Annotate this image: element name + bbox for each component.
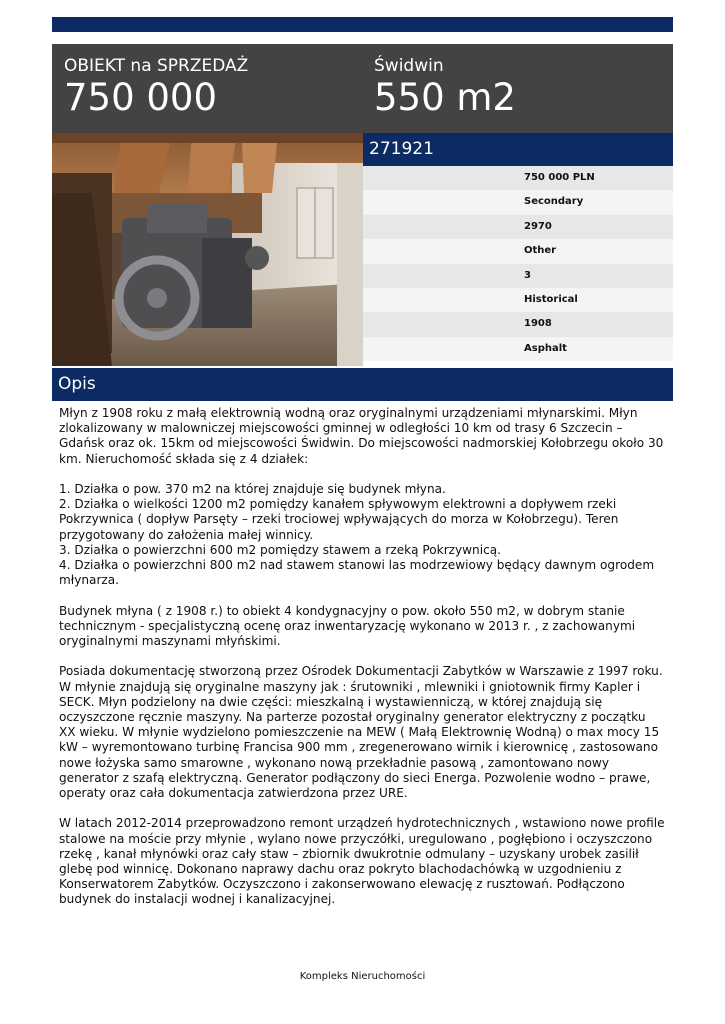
listing-header <box>52 44 673 133</box>
description-paragraph: Budynek młyna ( z 1908 r.) to obiekt 4 kondygnacyjny o pow. około 550 m2, w dobrym stanie technicznym - specjalistyczną ocenę oraz inwentaryzację wykonano w 2013 r. , z zachowanymi oryginalnymi maszynami młyńskimi. <box>59 603 636 649</box>
mill-interior-image <box>52 133 363 366</box>
paragraph-gap <box>59 801 665 816</box>
details-table <box>363 166 673 361</box>
city: Świdwin <box>374 56 444 76</box>
detail-type: Other <box>363 239 673 263</box>
header-left <box>64 56 248 120</box>
description-paragraph: W latach 2012-2014 przeprowadzono remont urządzeń hydrotechnicznych , wstawiono nowe profile stalowe na moście przy młynie , wylano nowe przyczółki, uregulowano , pogłębiono i oczyszczono rzekę , kanał młynówki oraz cały staw – zbiornik dwukrotnie odmulany – uzyskany urobek zasilił glebę pod winnicę. Dokonano naprawy dachu oraz pokryto blachodachówką w uzgodnieniu z Konserwatorem Zabytków. Oczyszczono i zakonserwowano elewację z rusztowań. Podłączono budynek do instalacji wodnej i kanalizacyjnej. <box>59 816 665 907</box>
description-paragraph: Posiada dokumentację stworzoną przez Ośrodek Dokumentacji Zabytków w Warszawie z 1997 roku. W młynie znajdują się oryginalne maszyny jak : śrutowniki , mlewniki i gniotownik firmy Kapler i SECK. Młyn podzielony na dwie części: mieszkalną i wystawienniczą, w której znajdują się oczyszczone ręcznie maszyny. Na parterze pozostał oryginalny generator elektryczny z początku XX wieku. W młynie wydzielono pomieszczenie na MEW ( Małą Elektrownię Wodną) o max mocy 15 kW – wyremontowano turbinę Francisa 900 mm , zregenerowano wirnik i kierownicę , zastosowano nowe łożyska samo smarowne , wykonano nową przekładnie pasową , zamontowano nowy generator z szafą elektryczną. Generator podłączony do sieci Energa. Pozwolenie wodno – prawe, operaty oraz cała dokumentacja zatwierdzona przez URE. <box>59 664 663 801</box>
detail-year-built: 1908 <box>363 312 673 336</box>
listing-id: 271921 <box>363 133 673 166</box>
description-body <box>59 406 665 908</box>
detail-market: Secondary <box>363 190 673 214</box>
detail-floors: 3 <box>363 264 673 288</box>
paragraph-gap <box>59 467 665 482</box>
top-accent-bar <box>52 17 673 32</box>
area: 550 m2 <box>374 76 516 119</box>
description-heading: Opis <box>52 368 673 401</box>
description-paragraph: 2. Działka o wielkości 1200 m2 pomiędzy kanałem spływowym elektrowni a dopływem rzeki Pokrzywnica ( dopływ Parsęty – rzeki trociowej wpływających do morza w Kołobrzegu). Teren przygotowany do założenia małej winnicy. <box>59 497 619 542</box>
paragraph-gap <box>59 588 665 603</box>
detail-access-road: Asphalt <box>363 337 673 361</box>
footer-agency-name: Kompleks Nieruchomości <box>299 971 426 982</box>
paragraph-gap <box>59 649 665 664</box>
description-paragraph: 1. Działka o pow. 370 m2 na której znajduje się budynek młyna. <box>59 482 446 496</box>
offer-label: OBIEKT na SPRZEDAŻ <box>64 56 249 76</box>
header-right <box>374 56 516 120</box>
description-paragraph: 3. Działka o powierzchni 600 m2 pomiędzy stawem a rzeką Pokrzywnicą. <box>59 542 501 557</box>
price: 750 000 <box>64 76 218 119</box>
detail-plot-area: 2970 <box>363 215 673 239</box>
description-paragraph: 4. Działka o powierzchni 800 m2 nad stawem stanowi las modrzewiowy będący dawnym ogrodem młynarza. <box>59 558 655 588</box>
detail-condition: Historical <box>363 288 673 312</box>
description-paragraph: Młyn z 1908 roku z małą elektrownią wodną oraz oryginalnymi urządzeniami młynarskimi. Młyn zlokalizowany w malowniczej miejscowości gminnej w odległości 10 km od trasy 6 Szczecin – Gdańsk oraz ok. 15km od miejscowości Świdwin. Do miejscowości nadmorskiej Kołobrzegu około 30 km. Nieruchomość składa się z 4 działek: <box>59 406 664 466</box>
detail-price: 750 000 PLN <box>363 166 673 190</box>
property-photo <box>52 133 363 366</box>
